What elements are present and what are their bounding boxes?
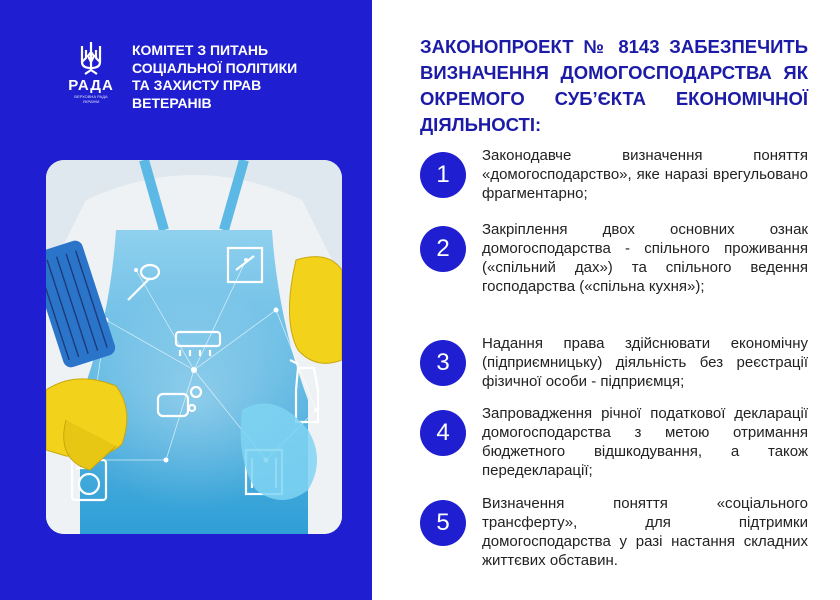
list-item <box>420 147 808 212</box>
committee-name <box>132 42 352 112</box>
cleaning-photo <box>46 160 342 534</box>
number-badge: 5 <box>420 500 466 546</box>
logo-subtitle: ВЕРХОВНА РАДА УКРАЇНИ <box>74 94 108 104</box>
number-badge: 2 <box>420 226 466 272</box>
list-item <box>420 221 808 295</box>
logo-word: РАДА <box>68 77 114 94</box>
committee-line: ВЕТЕРАНІВ <box>132 94 212 111</box>
list-item <box>420 405 808 479</box>
headline: ЗАКОНОПРОЕКТ № 8143 ЗАБЕЗПЕЧИТЬ ВИЗНАЧЕННЯ ДОМОГОСПОДАРСТВА ЯК ОКРЕМОГО СУБ’ЄКТА ЕКОНОМІЧНОЇ ДІЯЛЬНОСТІ: <box>420 36 808 135</box>
list-item-text: Запровадження річної податкової декларації домогосподарства з метою отримання бюджетного відшкодування, а також передекларації; <box>482 405 808 479</box>
list-item-text: Законодавче визначення поняття «домогосподарство», яке наразі врегульовано фрагментарно; <box>482 147 808 202</box>
number-badge: 3 <box>420 340 466 386</box>
rada-logo <box>68 40 114 110</box>
list-item-text: Надання права здійснювати економічну (підприємницьку) діяльність без реєстрації фізичної особи - підприємця; <box>482 335 808 390</box>
number-badge: 1 <box>420 152 466 198</box>
list-item-text: Закріплення двох основних ознак домогосподарства - спільного проживання («спільний дах») та спільного ведення господарства («спільна кухня»); <box>482 221 808 295</box>
committee-line: КОМІТЕТ З ПИТАНЬ <box>132 42 269 58</box>
list-item <box>420 335 808 400</box>
committee-line: ТА ЗАХИСТУ ПРАВ <box>132 77 262 93</box>
list-item-text: Визначення поняття «соціального трансферту», для підтримки домогосподарства у разі настання складних життєвих обставин. <box>482 495 808 569</box>
list-item <box>420 495 808 569</box>
trident-icon <box>76 40 106 76</box>
committee-line: СОЦІАЛЬНОЇ ПОЛІТИКИ <box>132 59 298 76</box>
number-badge: 4 <box>420 410 466 456</box>
cleaning-illustration <box>46 160 342 534</box>
left-panel <box>0 0 372 600</box>
